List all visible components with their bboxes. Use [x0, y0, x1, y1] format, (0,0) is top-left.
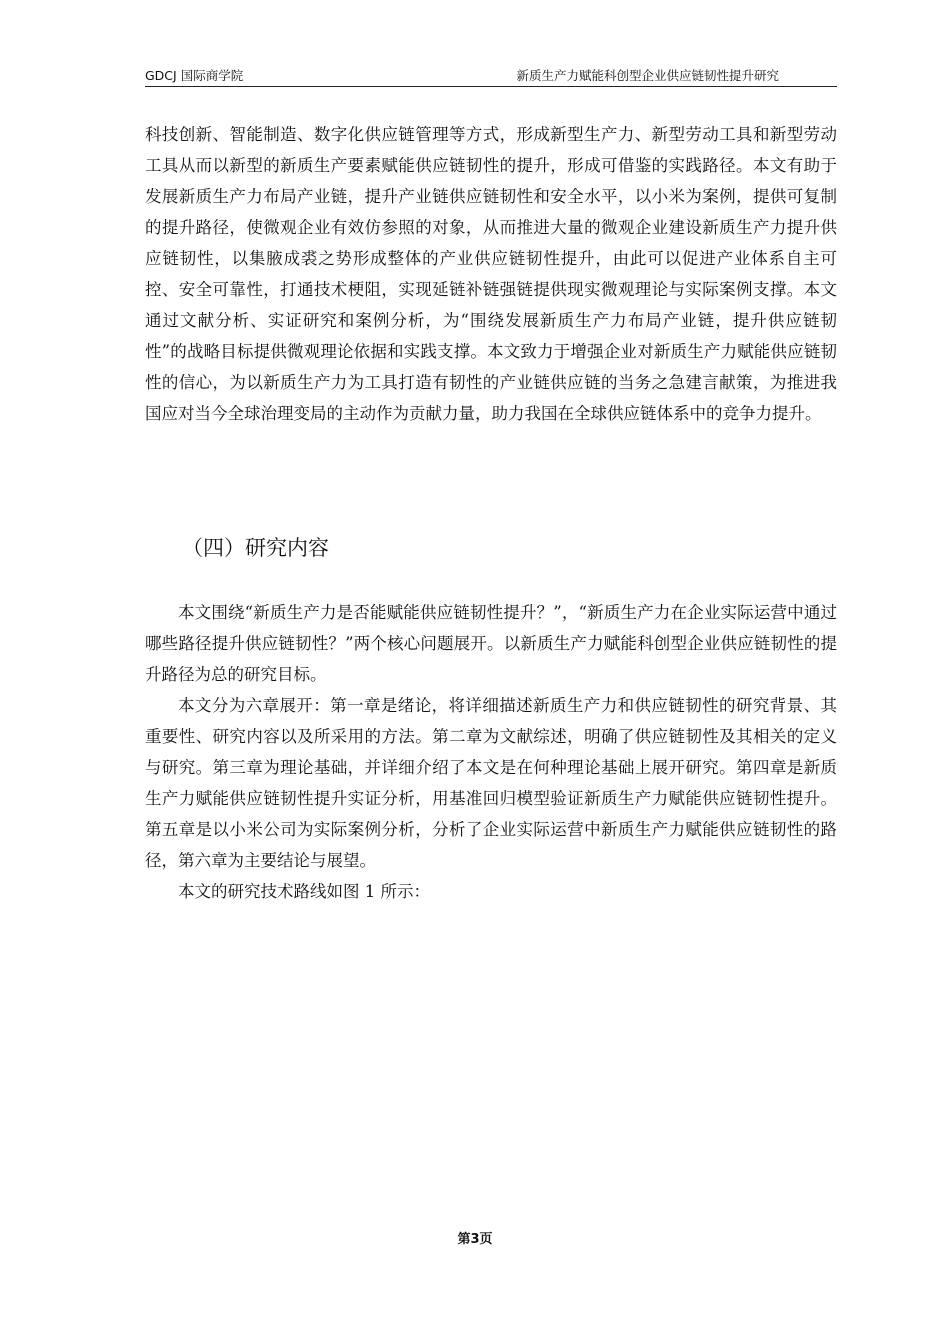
body-paragraph: 科技创新、智能制造、数字化供应链管理等方式，形成新型生产力、新型劳动工具和新型劳动工具从而以新型的新质生产要素赋能供应链韧性的提升，形成可借鉴的实践路径。本文有助于发展新质生产力布局产业链，提升产业链供应链韧性和安全水平，以小米为案例，提供可复制的提升路径，使微观企业有效仿参照的对象，从而推进大量的微观企业建设新质生产力提升供应链韧性，以集腋成裘之势形成整体的产业供应链韧性提升，由此可以促进产业体系自主可控、安全可靠性，打通技术梗阻，实现延链补链强链提供现实微观理论与实际案例支撑。本文通过文献分析、实证研究和案例分析，为“围绕发展新质生产力布局产业链，提升供应链韧性”的战略目标提供微观理论依据和实践支撑。本文致力于增强企业对新质生产力赋能供应链韧性的信心，为以新质生产力为工具打造有韧性的产业链供应链的当务之急建言献策，为推进我国应对当今全球治理变局的主动作为贡献力量，助力我国在全球供应链体系中的竞争力提升。 — [145, 125, 837, 423]
page-number: 第3页 — [457, 1232, 493, 1247]
header-school: GDCJ 国际商学院 — [145, 68, 244, 83]
section-heading: （四）研究内容 — [182, 536, 329, 560]
body-paragraph: 本文围绕“新质生产力是否能赋能供应链韧性提升？”，“新质生产力在企业实际运营中通过哪些路径提升供应链韧性？”两个核心问题展开。以新质生产力赋能科创型企业供应链韧性的提升路径为总的研究目标。 — [145, 603, 837, 684]
page-header — [145, 66, 837, 87]
body-paragraph: 本文的研究技术路线如图 1 所示： — [178, 882, 430, 901]
header-title: 新质生产力赋能科创型企业供应链韧性提升研究 — [516, 68, 779, 83]
section-body — [145, 597, 837, 907]
body-paragraph: 本文分为六章展开：第一章是绪论，将详细描述新质生产力和供应链韧性的研究背景、其重要性、研究内容以及所采用的方法。第二章为文献综述，明确了供应链韧性及其相关的定义与研究。第三章为理论基础，并详细介绍了本文是在何种理论基础上展开研究。第四章是新质生产力赋能供应链韧性提升实证分析，用基准回归模型验证新质生产力赋能供应链韧性提升。第五章是以小米公司为实际案例分析，分析了企业实际运营中新质生产力赋能供应链韧性的路径，第六章为主要结论与展望。 — [145, 696, 837, 870]
